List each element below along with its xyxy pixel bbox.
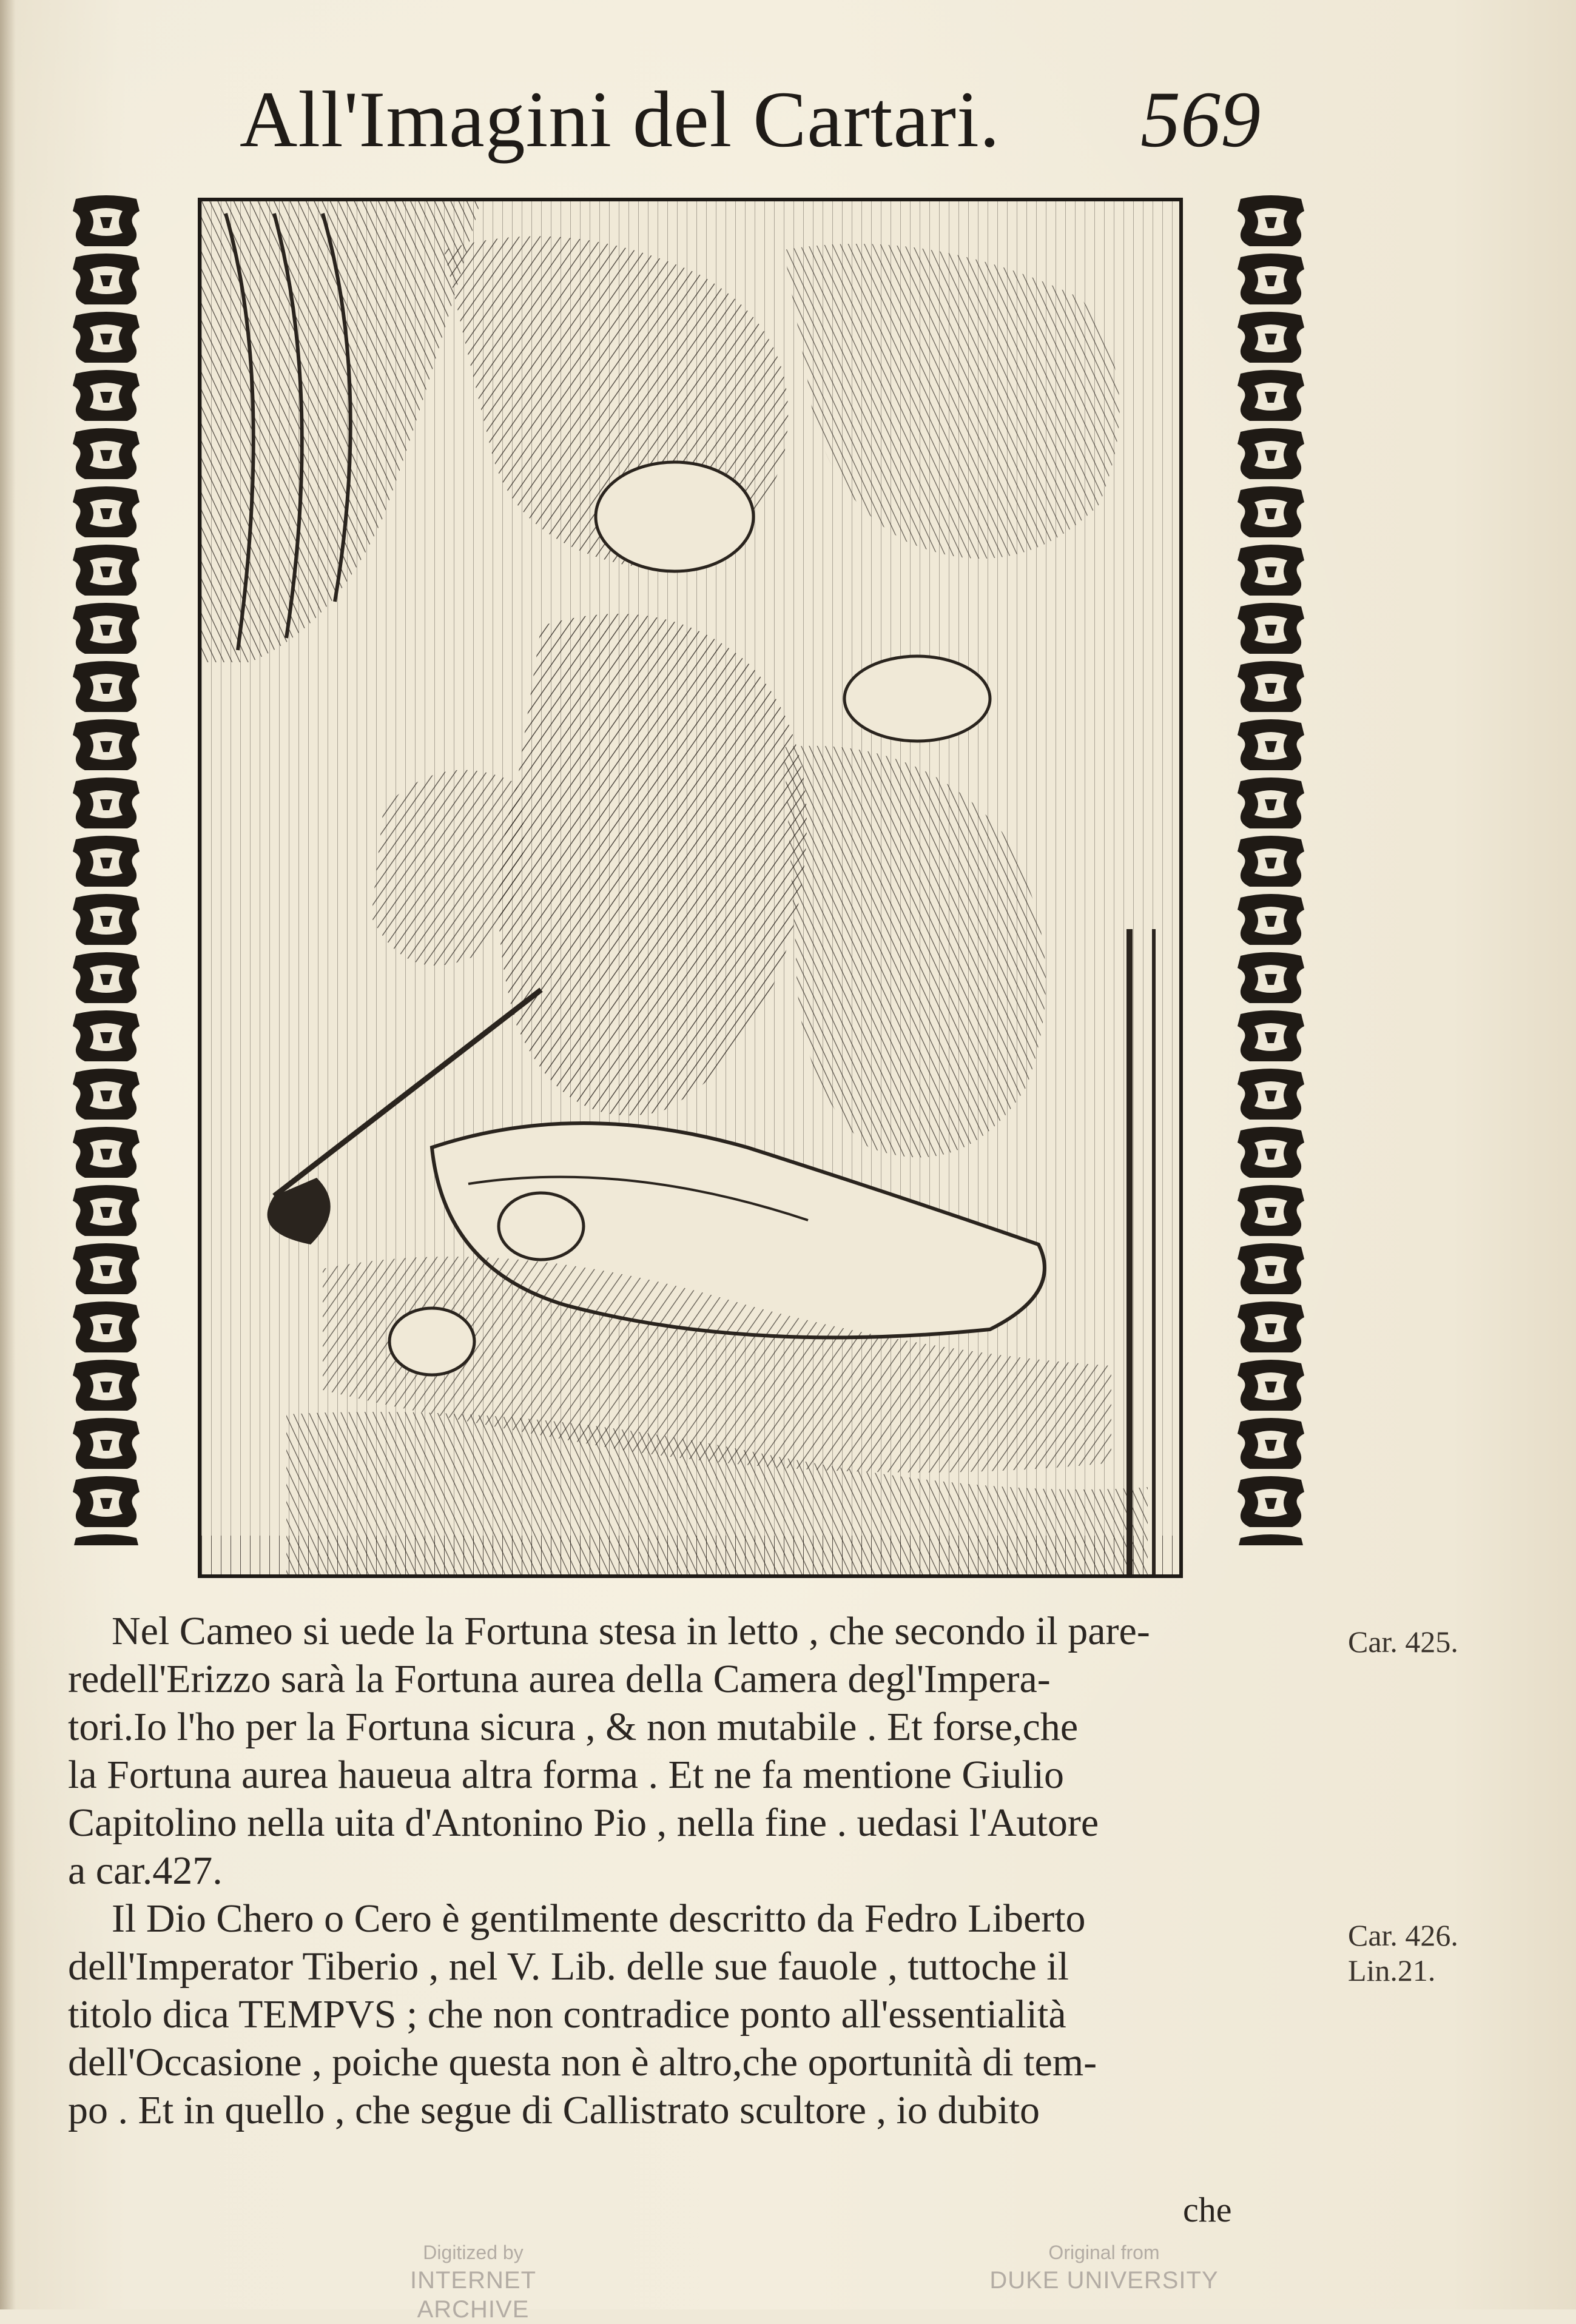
- running-title: All'Imagini del Cartari.: [240, 75, 1000, 164]
- page-number: 569: [1140, 75, 1261, 164]
- text-line: a car.427.: [68, 1849, 223, 1893]
- footer-original-label: Original from: [1048, 2242, 1160, 2263]
- body-text: [68, 1607, 1324, 2134]
- footer-original: [983, 2239, 1225, 2295]
- margin-note-line: Lin.21.: [1348, 1953, 1436, 1987]
- text-line: po . Et in quello , che segue di Callistrato scultore , io dubito: [68, 2088, 1040, 2132]
- text-line: dell'Imperator Tiberio , nel V. Lib. delle sue fauole , tuttoche il: [68, 1944, 1069, 1989]
- text-line: Il Dio Chero o Cero è gentilmente descritto da Fedro Liberto: [112, 1896, 1086, 1941]
- woodcut-illustration: [198, 198, 1183, 1578]
- footer-digitized-label: Digitized by: [423, 2242, 524, 2263]
- text-line: titolo dica TEMPVS ; che non contradice ponto all'essentialità: [68, 1992, 1066, 2037]
- text-line: tori.Io l'ho per la Fortuna sicura , & non mutabile . Et forse,che: [68, 1705, 1079, 1749]
- footer-original-source: DUKE UNIVERSITY: [989, 2267, 1219, 2294]
- text-line: Nel Cameo si uede la Fortuna stesa in letto , che secondo il pare-: [112, 1609, 1150, 1653]
- text-line: redell'Erizzo sarà la Fortuna aurea della Camera degl'Impera-: [68, 1657, 1051, 1701]
- text-line: Capitolino nella uita d'Antonino Pio , nella fine . uedasi l'Autore: [68, 1801, 1099, 1845]
- margin-note: [1348, 1918, 1458, 1988]
- footer-digitized: [352, 2239, 594, 2324]
- left-border-ornament: [67, 193, 146, 1545]
- text-line: la Fortuna aurea haueua altra forma . Et ne fa mentione Giulio: [68, 1753, 1065, 1797]
- right-border-ornament: [1231, 193, 1310, 1545]
- margin-note: Car. 425.: [1348, 1625, 1458, 1659]
- left-ornamental-border: [67, 193, 146, 1545]
- text-line: dell'Occasione , poiche questa non è altro,che oportunità di tem-: [68, 2040, 1097, 2084]
- right-ornamental-border: [1231, 193, 1310, 1545]
- gutter-shadow: [0, 0, 16, 2309]
- woodcut-engraving: [201, 201, 1179, 1574]
- catchword: che: [1183, 2190, 1232, 2229]
- margin-note-line: Car. 426.: [1348, 1918, 1458, 1952]
- footer-digitized-source: INTERNET ARCHIVE: [410, 2267, 536, 2323]
